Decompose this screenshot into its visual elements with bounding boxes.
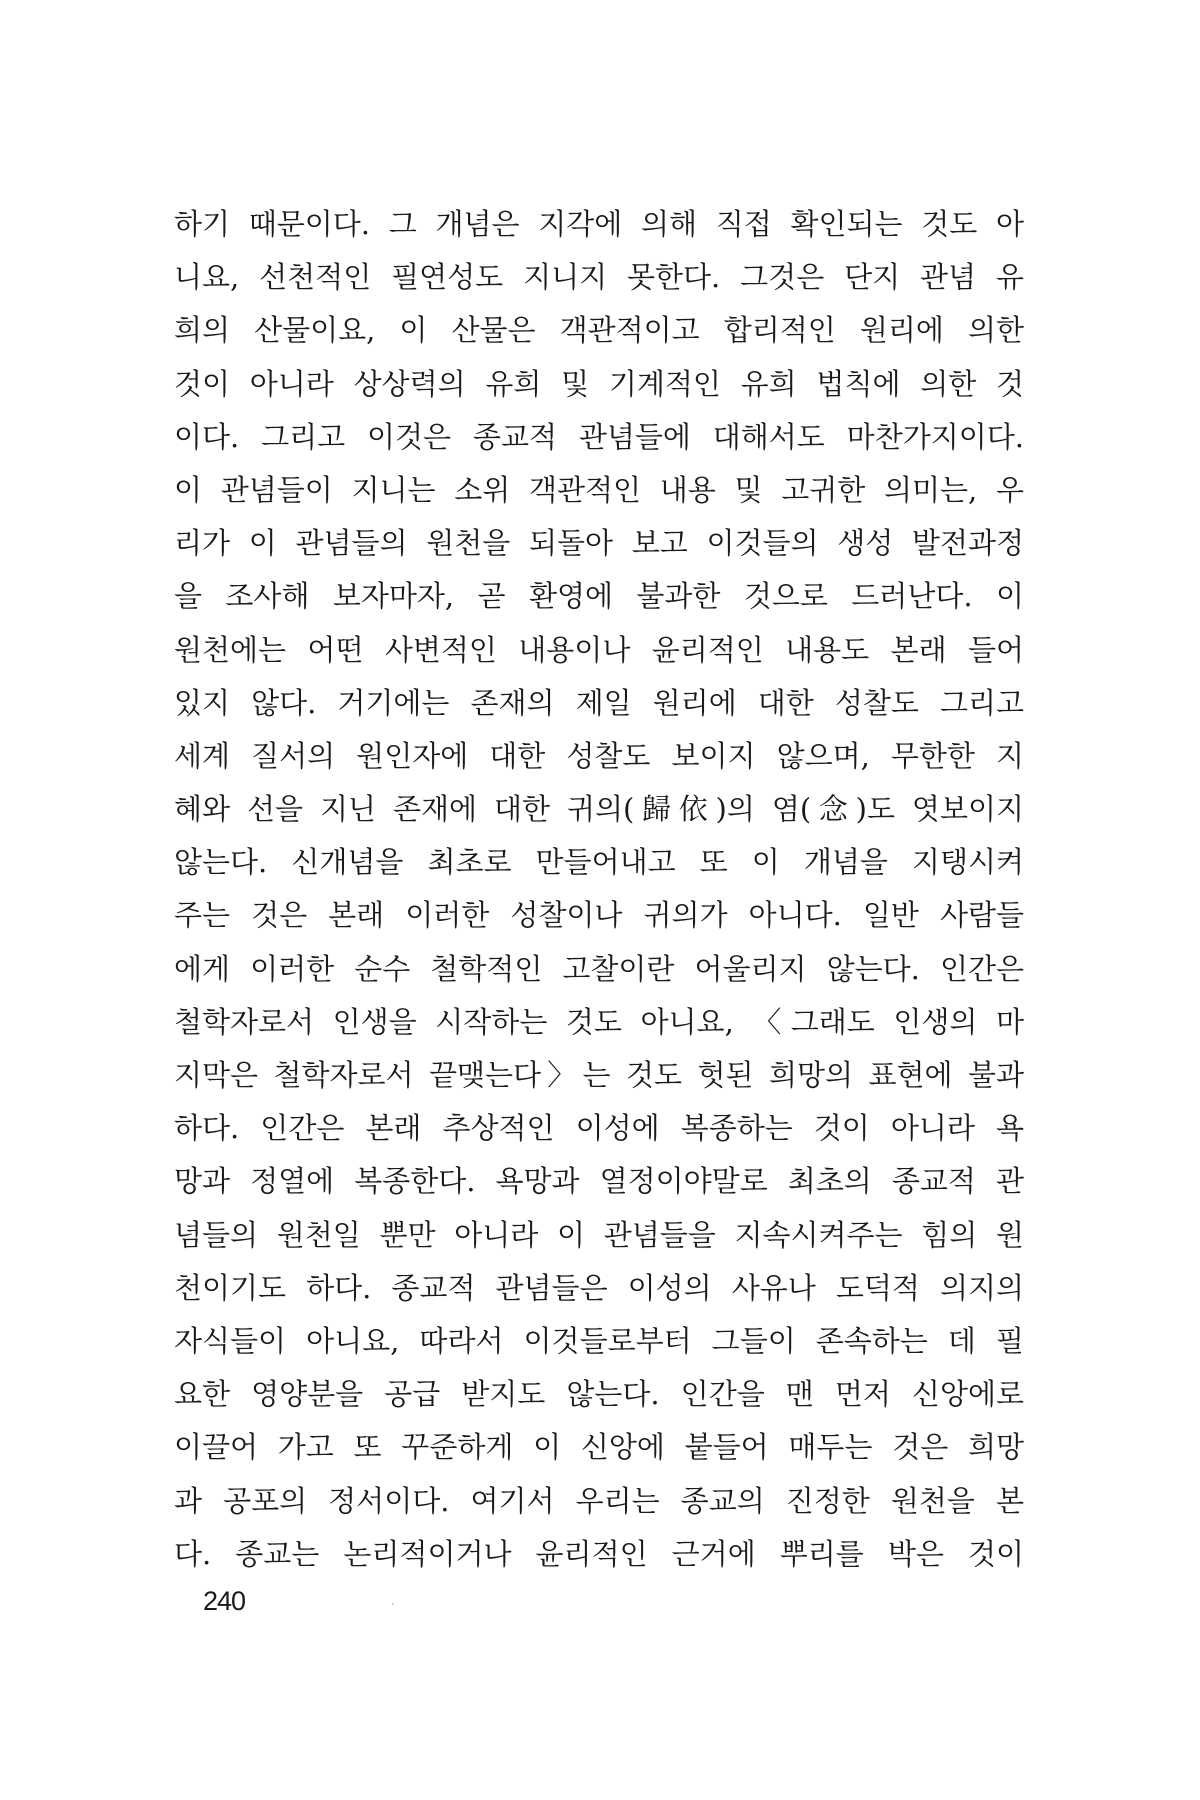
text-line: 념들의 원천일 뿐만 아니라 이 관념들을 지속시켜주는 힘의 원 xyxy=(174,1217,1024,1252)
text-line: 리가 이 관념들의 원천을 되돌아 보고 이것들의 생성 발전과정 xyxy=(174,526,1024,561)
text-line: 혜와 선을 지닌 존재에 대한 귀의(歸依)의 염(念)도 엿보이지 xyxy=(174,792,1024,827)
text-line: 있지 않다. 거기에는 존재의 제일 원리에 대한 성찰도 그리고 xyxy=(174,685,1024,720)
text-line: 희의 산물이요, 이 산물은 객관적이고 합리적인 원리에 의한 xyxy=(174,313,1024,348)
text-line: 않는다. 신개념을 최초로 만들어내고 또 이 개념을 지탱시켜 xyxy=(174,845,1024,880)
text-line: 철학자로서 인생을 시작하는 것도 아니요, 〈그래도 인생의 마 xyxy=(174,1004,1024,1039)
text-line: 주는 것은 본래 이러한 성찰이나 귀의가 아니다. 일반 사람들 xyxy=(174,898,1024,933)
text-line: 지막은 철학자로서 끝맺는다〉는 것도 헛된 희망의 표현에 불과 xyxy=(174,1058,1024,1092)
page-number: 240 xyxy=(203,1586,246,1616)
text-line: 하다. 인간은 본래 추상적인 이성에 복종하는 것이 아니라 욕 xyxy=(174,1111,1024,1146)
text-line: 이끌어 가고 또 꾸준하게 이 신앙에 붙들어 매두는 것은 희망 xyxy=(174,1430,1024,1465)
text-line: 천이기도 하다. 종교적 관념들은 이성의 사유나 도덕적 의지의 xyxy=(174,1270,1024,1305)
text-line: 이 관념들이 지니는 소위 객관적인 내용 및 고귀한 의미는, 우 xyxy=(174,472,1024,507)
text-line: 과 공포의 정서이다. 여기서 우리는 종교의 진정한 원천을 본 xyxy=(174,1483,1024,1518)
text-line: 을 조사해 보자마자, 곧 환영에 불과한 것으로 드러난다. 이 xyxy=(174,579,1024,614)
text-line: 니요, 선천적인 필연성도 지니지 못한다. 그것은 단지 관념 유 xyxy=(174,260,1024,295)
text-line: 다. 종교는 논리적이거나 윤리적인 근거에 뿌리를 박은 것이 xyxy=(174,1536,1024,1571)
text-line: 망과 정열에 복종한다. 욕망과 열정이야말로 최초의 종교적 관 xyxy=(174,1164,1024,1199)
text-line: 에게 이러한 순수 철학적인 고찰이란 어울리지 않는다. 인간은 xyxy=(174,951,1024,986)
body-text xyxy=(174,198,1024,1581)
text-line: 세계 질서의 원인자에 대한 성찰도 보이지 않으며, 무한한 지 xyxy=(174,738,1024,773)
text-line: 자식들이 아니요, 따라서 이것들로부터 그들이 존속하는 데 필 xyxy=(174,1323,1024,1358)
text-line: 요한 영양분을 공급 받지도 않는다. 인간을 맨 먼저 신앙에로 xyxy=(174,1377,1024,1412)
scan-speck xyxy=(392,1603,394,1605)
text-line: 이다. 그리고 이것은 종교적 관념들에 대해서도 마찬가지이다. xyxy=(174,419,1024,454)
text-line: 하기 때문이다. 그 개념은 지각에 의해 직접 확인되는 것도 아 xyxy=(174,207,1024,241)
text-line: 원천에는 어떤 사변적인 내용이나 윤리적인 내용도 본래 들어 xyxy=(174,632,1024,667)
text-line: 것이 아니라 상상력의 유희 및 기계적인 유희 법칙에 의한 것 xyxy=(174,366,1024,401)
